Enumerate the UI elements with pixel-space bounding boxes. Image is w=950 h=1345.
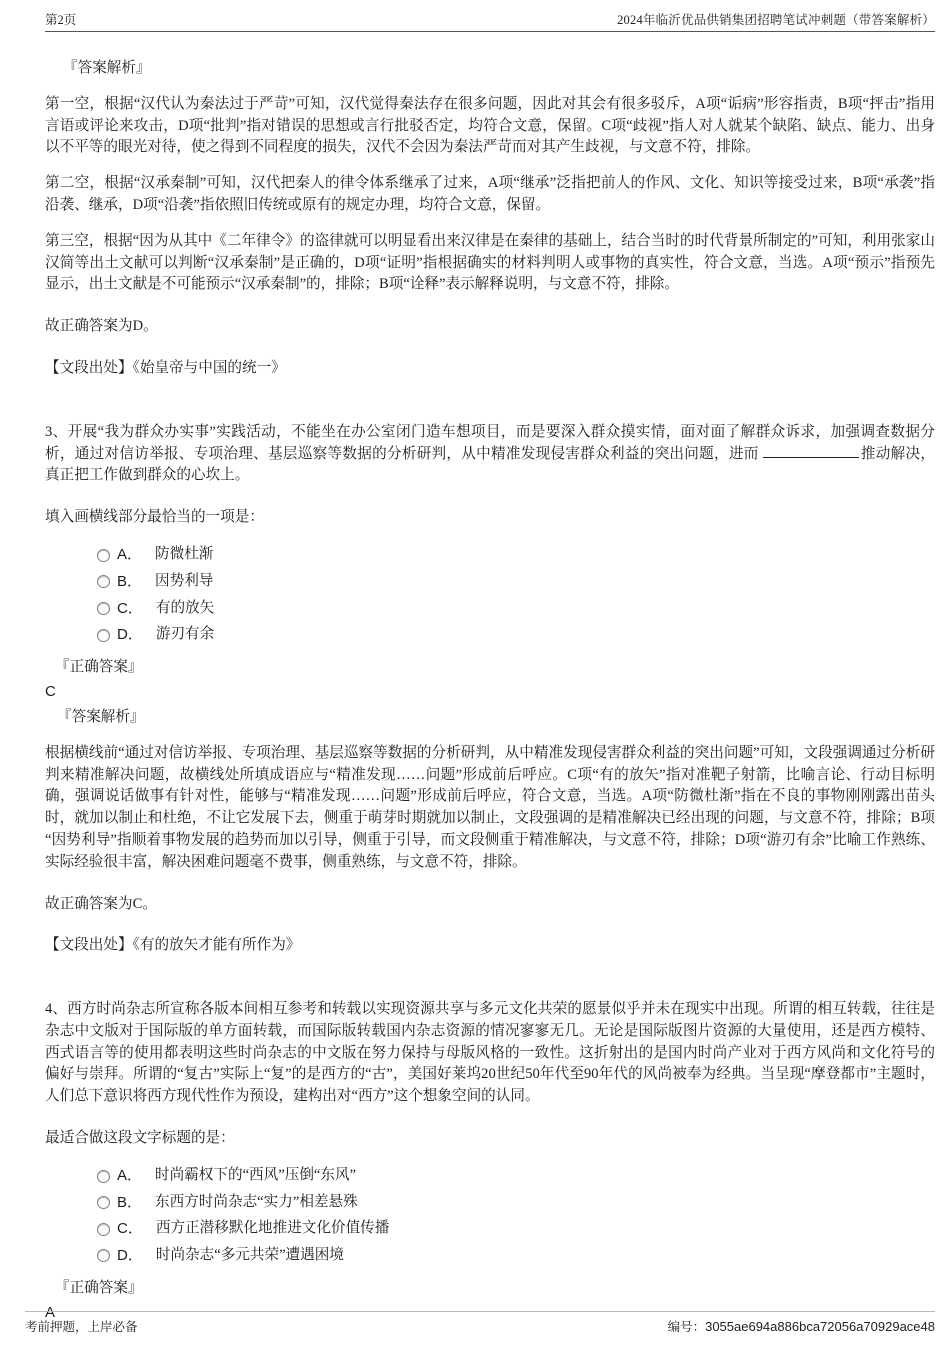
question-4-option-d[interactable]: [45, 1243, 935, 1270]
document-title: 2024年临沂优品供销集团招聘笔试冲刺题（带答案解析）: [617, 13, 935, 27]
radio-button[interactable]: [97, 1196, 110, 1209]
question-3-prompt: 填入画横线部分最恰当的一项是：: [45, 509, 264, 526]
option-letter: A．: [117, 1167, 143, 1185]
option-letter: B．: [117, 572, 143, 590]
option-text: 时尚杂志“多元共荣”遭遇困境: [155, 1247, 344, 1264]
q3-analysis-label: 『答案解析』: [57, 708, 145, 725]
option-text: 东西方时尚杂志“实力”相差悬殊: [155, 1193, 358, 1210]
q3-conclusion: 故正确答案为C。: [45, 895, 157, 912]
q3-source: 【文段出处】《有的放矢才能有所作为》: [45, 937, 301, 954]
question-4-option-c[interactable]: [45, 1216, 935, 1243]
q3-analysis-paragraph: 根据横线前“通过对信访举报、专项治理、基层巡察等数据的分析研判，从中精准发现侵害群众利益的突出问题”可知，文段强调通过分析研判来精准解决问题，故横线处所填成语应与“精准发现……问题”形成前后呼应。C项“有的放矢”指对准靶子射箭，比喻言论、行动目标明确，强调说话做事有针对性，能够与“精准发现……问题”形成前后呼应，符合文意，当选。A项“防微杜渐”指在不良的事物刚刚露出苗头时，就加以制止和杜绝，不让它发展下去，侧重于萌芽时期就加以制止，文段强调的是精准解决已经出现的问题，与文意不符，排除；B项“因势利导”指顺着事物发展的趋势而加以引导，侧重于引导，而文段侧重于精准解决，与文意不符，排除；D项“游刃有余”比喻工作熟练、实际经验很丰富，解决困难问题毫不费事，侧重熟练，与文意不符，排除。: [45, 744, 935, 870]
footer-tagline: 考前押题，上岸必备: [25, 1320, 138, 1334]
question-3-option-d[interactable]: [45, 622, 935, 649]
q3-correct-answer-label: 『正确答案』: [55, 659, 143, 676]
q2-analysis-label: 『答案解析』: [63, 60, 151, 76]
question-3-option-a[interactable]: [45, 542, 935, 569]
q2-conclusion: 故正确答案为D。: [45, 318, 158, 335]
radio-button[interactable]: [97, 1249, 110, 1262]
radio-button[interactable]: [97, 1170, 110, 1183]
answer-blank: [763, 444, 859, 458]
option-text: 西方正潜移默化地推进文化价值传播: [155, 1220, 390, 1237]
question-4-option-b[interactable]: [45, 1189, 935, 1216]
footer-number-label: 编号：: [667, 1320, 706, 1334]
q3-correct-answer: C: [45, 683, 56, 701]
page-footer: [25, 1311, 935, 1335]
option-letter: B．: [117, 1193, 143, 1211]
option-text: 因势利导: [155, 572, 214, 589]
q2-source: 【文段出处】《始皇帝与中国的统一》: [45, 359, 286, 376]
q2-analysis-paragraph-2: 第二空，根据“汉承秦制”可知，汉代把秦人的律令体系继承了过来，A项“继承”泛指把前人的作风、文化、知识等接受过来，B项“承袭”指沿袭、继承，D项“沿袭”指依照旧传统或原有的规定办理，均符合文意，保留。: [45, 175, 935, 213]
option-letter: C．: [117, 599, 143, 617]
radio-button[interactable]: [97, 602, 110, 615]
option-text: 游刃有余: [155, 626, 215, 643]
page-header: [45, 10, 935, 32]
question-4-option-a[interactable]: [45, 1163, 935, 1190]
q2-analysis-paragraph-1: 第一空，根据“汉代认为秦法过于严苛”可知，汉代觉得秦法存在很多问题，因此对其会有很多驳斥，A项“诟病”形容指责，B项“抨击”指用言语或评论来攻击，D项“批判”指对错误的思想或言行批驳否定，均符合文意，保留。C项“歧视”指人对人就某个缺陷、缺点、能力、出身以不平等的眼光对待，使之得到不同程度的损失，汉代不会因为秦法严苛而对其产生歧视，与文意不符，排除。: [45, 95, 935, 156]
question-4-prompt: 最适合做这段文字标题的是：: [45, 1130, 235, 1147]
option-letter: D．: [117, 626, 143, 644]
radio-button[interactable]: [97, 549, 110, 562]
page-number: 第2页: [45, 13, 77, 27]
question-4-options: [45, 1163, 935, 1269]
question-3-stem-before: 3、开展“我为群众办实事”实践活动，不能坐在办公室闭门造车想项目，而是要深入群众摸实情，面对面了解群众诉求，加强调查数据分析，通过对信访举报、专项治理、基层巡察等数据的分析研判，从中精准发现侵害群众利益的突出问题，进而: [45, 423, 935, 462]
option-letter: C．: [117, 1220, 143, 1238]
q4-correct-answer-label: 『正确答案』: [55, 1280, 143, 1297]
footer-number-code: 3055ae694a886bca72056a70929ace48: [705, 1319, 935, 1334]
question-3-stem: [45, 422, 935, 487]
option-letter: A．: [117, 546, 143, 564]
option-text: 防微杜渐: [155, 546, 214, 563]
q2-analysis-paragraph-3: 第三空，根据“因为从其中《二年律令》的盗律就可以明显看出来汉律是在秦律的基础上，结合当时的时代背景所制定的”可知，利用张家山汉简等出土文献可以判断“汉承秦制”是正确的，D项“证明”指根据确实的材料判明人或事物的真实性，符合文意，当选。A项“预示”指预先显示，出土文献是不可能预示“汉承秦制”的，排除；B项“诠释”表示解释说明，与文意不符，排除。: [45, 232, 935, 293]
option-text: 有的放矢: [155, 599, 215, 616]
option-text: 时尚霸权下的“西风”压倒“东风”: [155, 1167, 357, 1184]
footer-document-number: [668, 1317, 935, 1335]
question-3-stem-after: 推动解决，真正把工作做到群众的心坎上。: [45, 445, 935, 484]
document-body: [45, 34, 935, 1324]
radio-button[interactable]: [97, 1223, 110, 1236]
option-letter: D．: [117, 1247, 143, 1265]
radio-button[interactable]: [97, 629, 110, 642]
question-3-option-c[interactable]: [45, 595, 935, 622]
question-3-option-b[interactable]: [45, 569, 935, 596]
q4-correct-answer: A: [45, 1304, 56, 1322]
question-4-stem: 4、西方时尚杂志所宣称各版本间相互参考和转载以实现资源共享与多元文化共荣的愿景似乎并未在现实中出现。所谓的相互转载，往往是杂志中文版对于国际版的单方面转载，而国际版转载国内杂志资源的情况寥寥无几。无论是国际版图片资源的大量使用，还是西方模特、西式语言等的使用都表明这些时尚杂志的中文版在努力保持与母版风格的一致性。这折射出的是国内时尚产业对于西方风尚和文化符号的偏好与崇拜。所谓的“复古”实际上“复”的是西方的“古”，美国好莱坞20世纪50年代至90年代的风尚被奉为经典。当呈现“摩登都市”主题时，人们总下意识将西方现代性作为预设，建构出对“西方”这个想象空间的认同。: [45, 1001, 935, 1105]
question-3-options: [45, 542, 935, 648]
radio-button[interactable]: [97, 575, 110, 588]
